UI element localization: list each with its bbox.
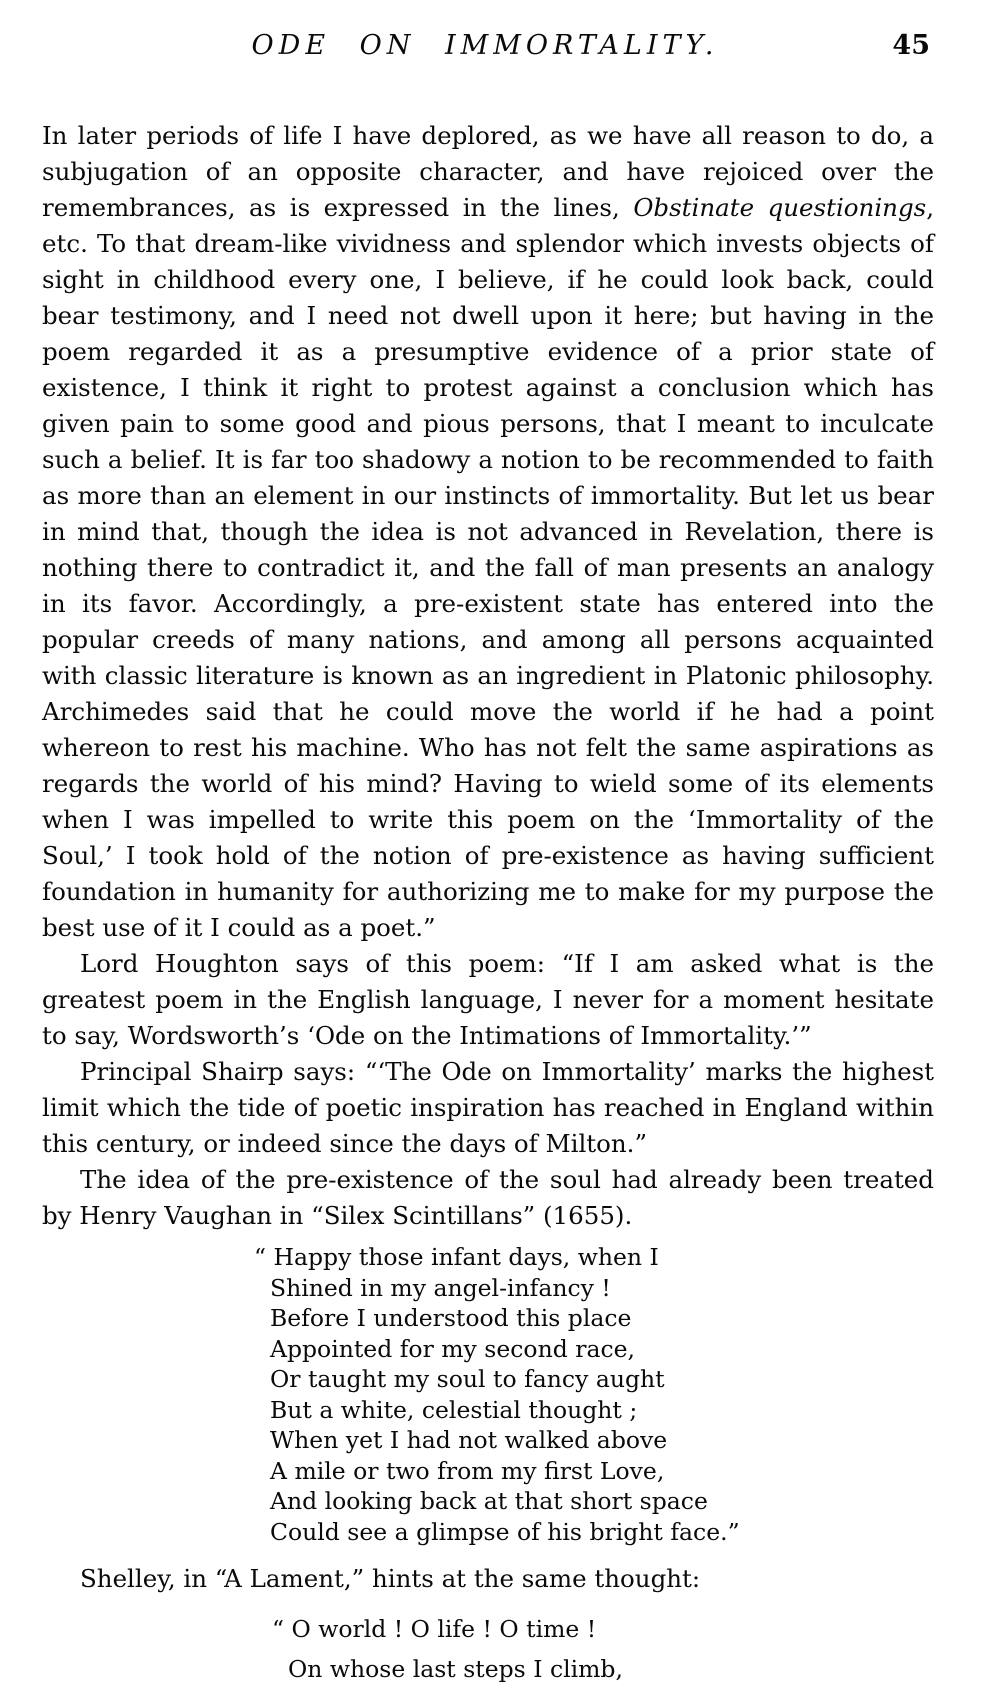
poem-line: On whose last steps I climb, bbox=[288, 1655, 623, 1683]
poem-line: “ Happy those infant days, when I bbox=[254, 1243, 659, 1271]
paragraph-lord-houghton: Lord Houghton says of this poem: “If I am asked what is the greatest poem in the English language, I never for a moment hesitate to say, Wordsworth’s ‘Ode on the Intimations of Immortality.’” bbox=[42, 949, 934, 1050]
poem-line: Appointed for my second race, bbox=[270, 1334, 636, 1363]
poem-line: And looking back at that short space bbox=[270, 1487, 708, 1515]
poem-line: Could see a glimpse of his bright face.” bbox=[270, 1517, 740, 1546]
poem-line: When yet I had not walked above bbox=[270, 1426, 668, 1454]
poem-line: Or taught my soul to fancy aught bbox=[270, 1365, 665, 1393]
paragraph-text-after-citation: , etc. To that dream-like vividness and splendor which invests objects of sight in childhood every one, I believe, if he could look back, could bear testimony, and I need not dwell upon it here; but having in the poem regarded it as a presumptive evidence of a prior state of existence, I think it right to protest against a conclusion which has given pain to some good and pious persons, that I meant to inculcate such a belief. It is far too shadowy a notion to be recommended to faith as more than an element in our instincts of immortality. But let us bear in mind that, though the idea is not advanced in Revelation, there is nothing there to contradict it, and the fall of man presents an analogy in its favor. Accordingly, a pre-existent state has entered into the popular creeds of many nations, and among all persons acquainted with classic literature is known as an ingredient in Platonic philosophy. Archimedes said that he could move the world if he had a point whereon to rest his machine. Who has not felt the same aspirations as regards the world of his mind? Having to wield some of its elements when I was impelled to write this poem on the ‘Immortality of the Soul,’ I took hold of the notion of pre-existence as having sufficient foundation in humanity for authorizing me to make for my purpose the best use of it I could as a poet.” bbox=[42, 193, 934, 942]
poem-line: But a white, celestial thought ; bbox=[270, 1395, 638, 1424]
page-number: 45 bbox=[892, 30, 930, 61]
poem-line: Shined in my angel-infancy ! bbox=[270, 1273, 611, 1302]
italic-citation: Obstinate questionings bbox=[633, 193, 927, 222]
poem-line: A mile or two from my first Love, bbox=[270, 1456, 665, 1485]
page-header bbox=[0, 26, 1000, 66]
poem-line: “ O world ! O life ! O time ! bbox=[272, 1615, 597, 1643]
paragraph-henry-vaughan: The idea of the pre-existence of the soul had already been treated by Henry Vaughan in “Silex Scintillans” (1655). bbox=[42, 1165, 934, 1230]
paragraph-shelley-intro: Shelley, in “A Lament,” hints at the same thought: bbox=[80, 1564, 701, 1593]
poem-vaughan bbox=[254, 1242, 934, 1547]
poem-line: Before I understood this place bbox=[270, 1304, 632, 1332]
paragraph-principal-shairp: Principal Shairp says: “‘The Ode on Immortality’ marks the highest limit which the tide of poetic inspiration has reached in England within this century, or indeed since the days of Milton.” bbox=[42, 1057, 934, 1158]
poem-shelley bbox=[272, 1609, 934, 1689]
paragraph-text-before-citation: In later periods of life I have deplored, as we have all reason to do, a subjugation of an opposite character, and have rejoiced over the remembrances, as is expressed in the lines, bbox=[42, 121, 934, 222]
page-body bbox=[0, 118, 1000, 1689]
running-title: ODE ON IMMORTALITY. bbox=[251, 30, 719, 61]
paragraph-wordsworth-note bbox=[42, 118, 934, 946]
